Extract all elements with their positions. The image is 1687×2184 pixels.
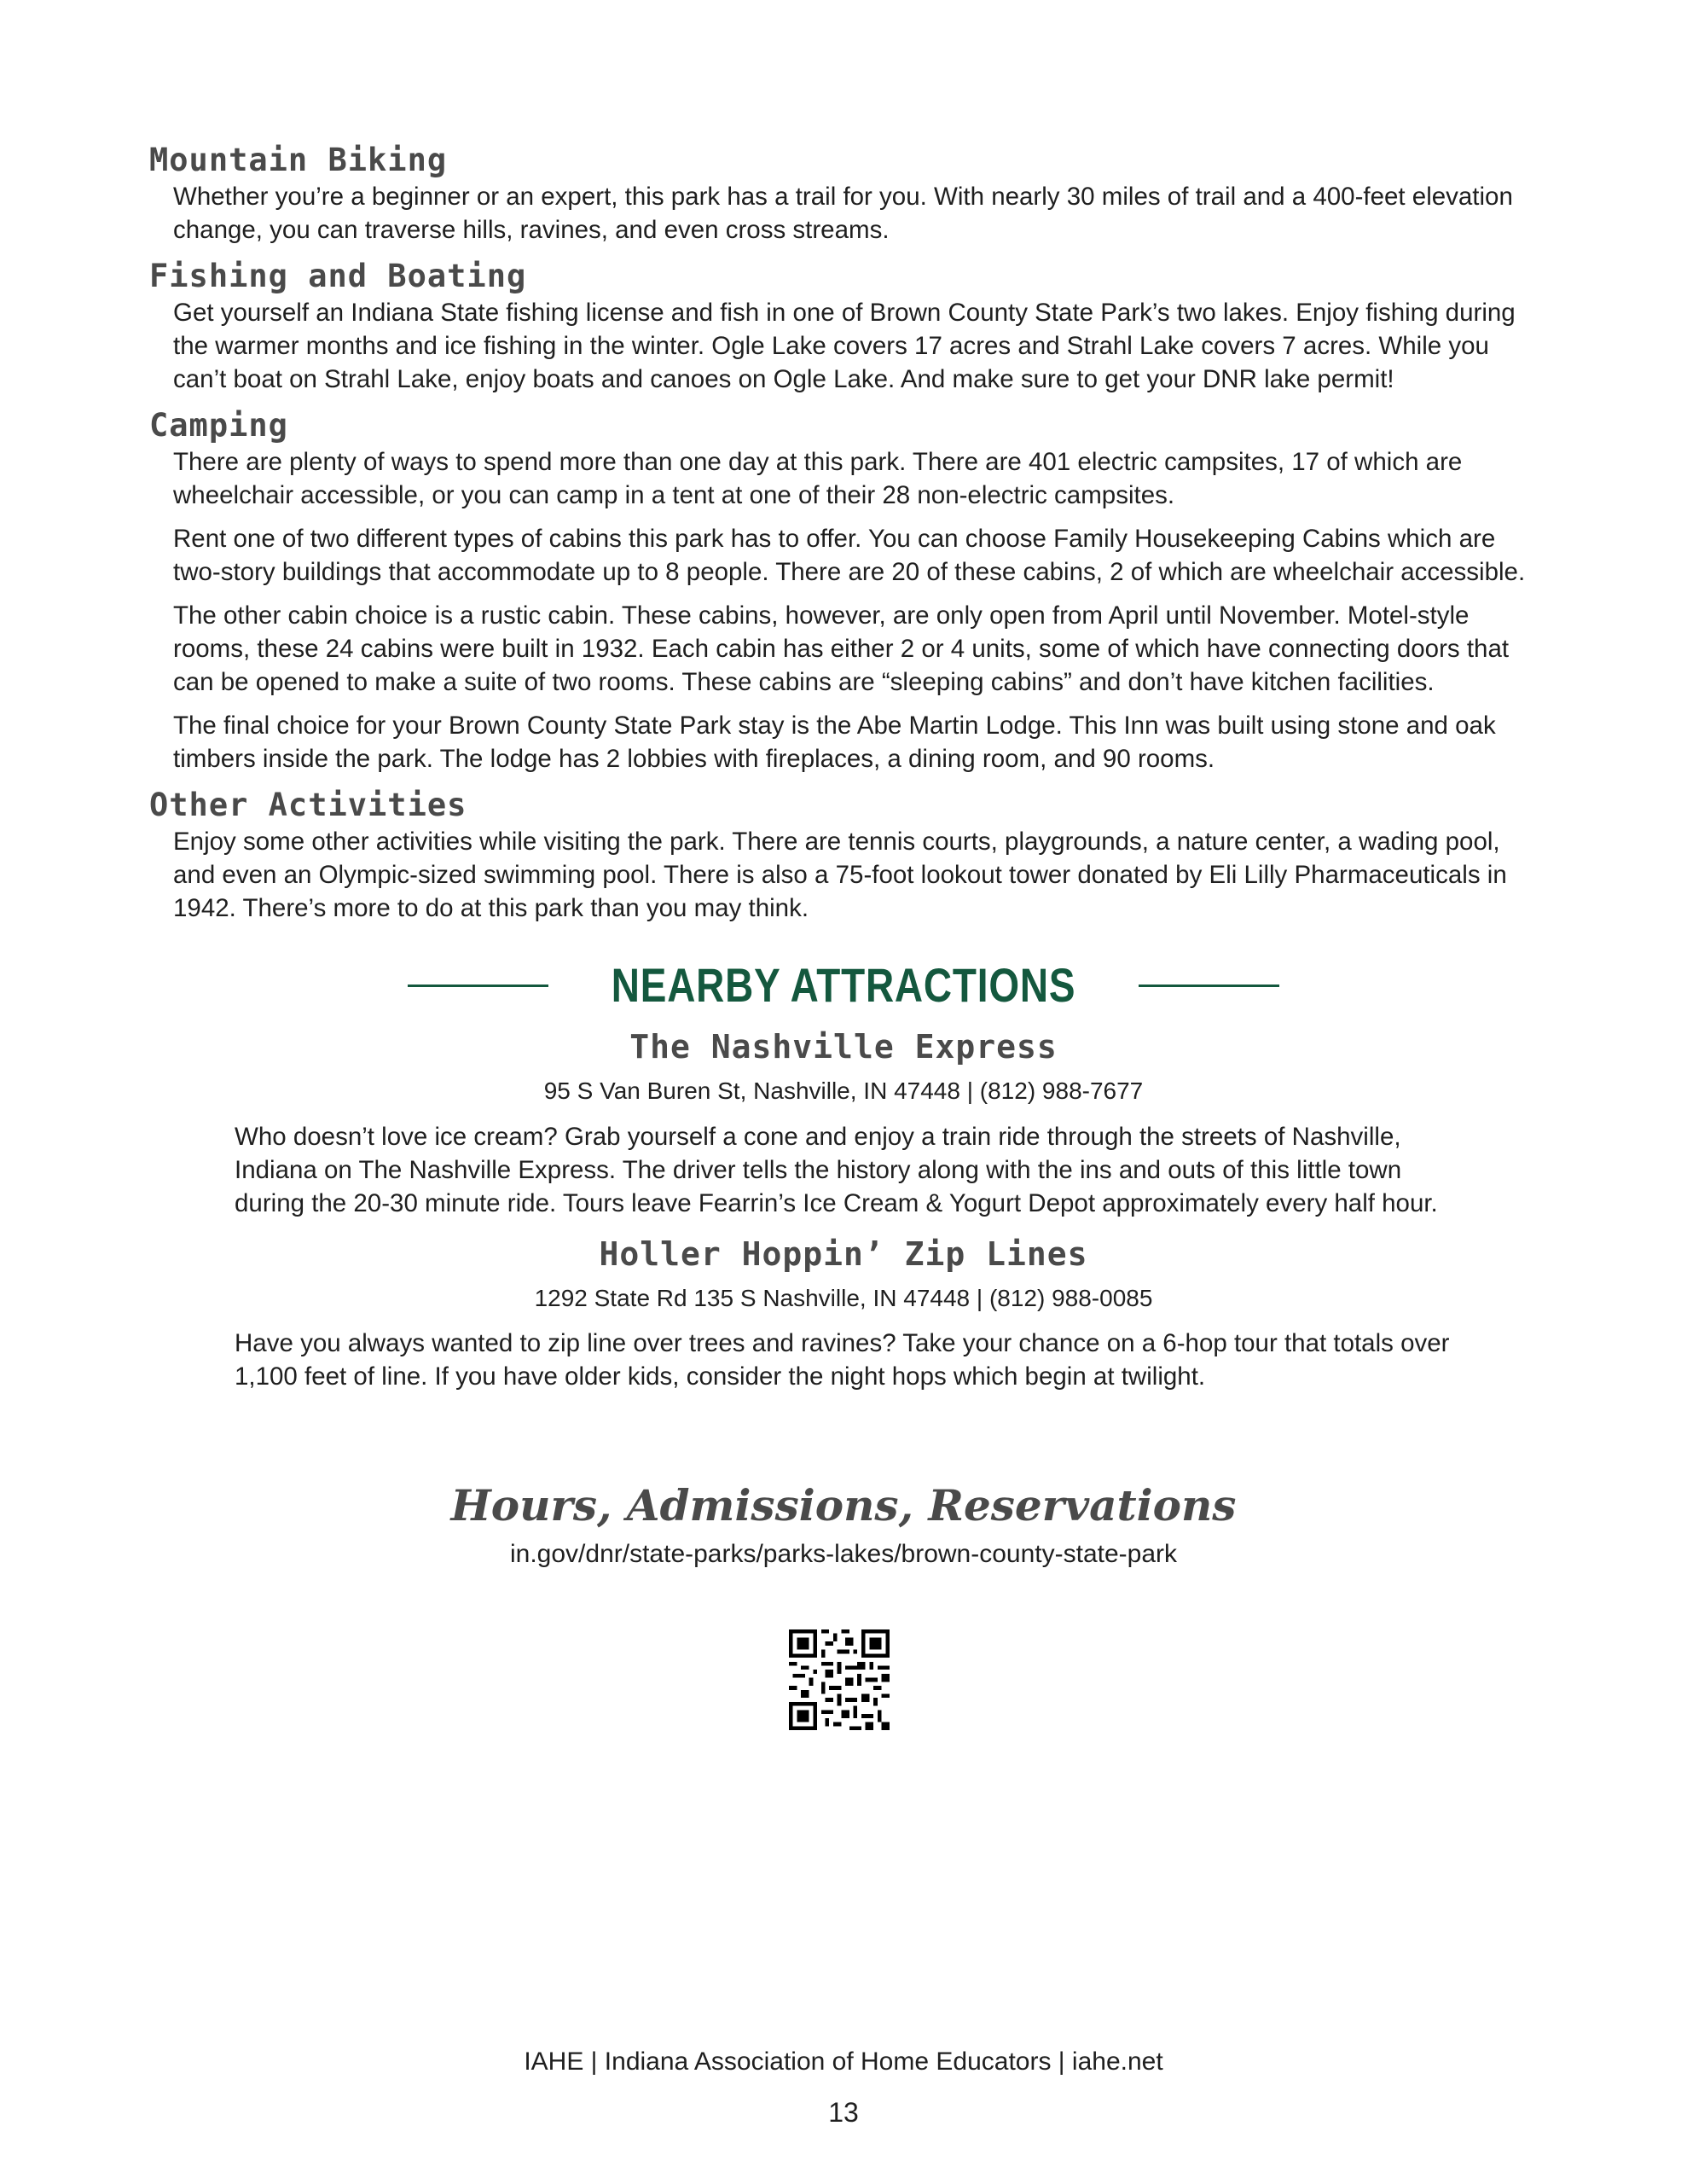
activity-sections: [149, 141, 1548, 935]
section-heading: Fishing and Boating: [149, 258, 527, 294]
attraction-address: 95 S Van Buren St, Nashville, IN 47448 | (812) 988-7677: [543, 1077, 1144, 1104]
hours-title: Hours, Admissions, Reservations: [450, 1480, 1237, 1531]
section-paragraph: Get yourself an Indiana State fishing license and fish in one of Brown County State Park’s two lakes. Enjoy fishing during the warmer months and ice fishing in the winter. Ogle Lake covers 17 acres and Strahl Lake covers 7 acres. While you can’t boat on Strahl Lake, enjoy boats and canoes on Ogle Lake. And make sure to get your DNR lake permit!: [173, 299, 1516, 393]
section-paragraph: Rent one of two different types of cabins this park has to offer. You can choose Family Housekeeping Cabins which are two-story buildings that accommodate up to 8 people. There are 20 of these cabins, 2 of which are wheelchair accessible.: [173, 525, 1526, 586]
section-heading: Other Activities: [149, 787, 467, 823]
section-fishing-boating: [149, 257, 1548, 396]
attraction-description: Who doesn’t love ice cream? Grab yourself a cone and enjoy a train ride through the streets of Nashville, Indiana on The Nashville Express. The driver tells the history along with the ins and outs of this little town during the 20-30 minute ride. Tours leave Fearrin’s Ice Cream & Yogurt Depot approximately every half hour.: [235, 1123, 1438, 1217]
attraction-address: 1292 State Rd 135 S Nashville, IN 47448 | (812) 988-0085: [534, 1285, 1153, 1311]
attraction-name: Holler Hoppin’ Zip Lines: [599, 1235, 1088, 1273]
section-heading: Camping: [149, 407, 288, 444]
title-rule-left: [408, 985, 548, 987]
section-camping: [149, 406, 1548, 775]
qr-code-icon: [789, 1629, 890, 1730]
section-paragraph: Enjoy some other activities while visiting the park. There are tennis courts, playgrounds, a nature center, a wading pool, and even an Olympic-sized swimming pool. There is also a 75-foot lookout tower donated by Eli Lilly Pharmaceuticals in 1942. There’s more to do at this park than you may think.: [173, 828, 1507, 922]
nearby-attractions-title: [0, 956, 1687, 1015]
hours-url: in.gov/dnr/state-parks/parks-lakes/brown-county-state-park: [510, 1540, 1177, 1568]
section-heading: Mountain Biking: [149, 142, 448, 178]
page-number: 13: [828, 2097, 859, 2128]
nearby-title-text: NEARBY ATTRACTIONS: [611, 958, 1076, 1012]
section-paragraph: Whether you’re a beginner or an expert, this park has a trail for you. With nearly 30 miles of trail and a 400-feet elevation change, you can traverse hills, ravines, and even cross streams.: [173, 183, 1513, 244]
section-other-activities: [149, 786, 1548, 925]
attraction-description: Have you always wanted to zip line over trees and ravines? Take your chance on a 6-hop tour that totals over 1,100 feet of line. If you have older kids, consider the night hops which begin at twilight.: [235, 1329, 1450, 1391]
section-paragraph: The final choice for your Brown County State Park stay is the Abe Martin Lodge. This Inn was built using stone and oak timbers inside the park. The lodge has 2 lobbies with fireplaces, a dining room, and 90 rooms.: [173, 712, 1496, 773]
section-paragraph: The other cabin choice is a rustic cabin. These cabins, however, are only open from April until November. Motel-style rooms, these 24 cabins were built in 1932. Each cabin has either 2 or 4 units, some of which have connecting doors that can be opened to make a suite of two rooms. These cabins are “sleeping cabins” and don’t have kitchen facilities.: [173, 601, 1510, 696]
title-rule-right: [1139, 985, 1279, 987]
section-paragraph: There are plenty of ways to spend more than one day at this park. There are 401 electric campsites, 17 of which are wheelchair accessible, or you can camp in a tent at one of their 28 non-electric campsites.: [173, 448, 1463, 509]
attraction-name: The Nashville Express: [629, 1028, 1058, 1066]
section-mountain-biking: [149, 141, 1548, 247]
footer-line: IAHE | Indiana Association of Home Educators | iahe.net: [524, 2048, 1163, 2076]
